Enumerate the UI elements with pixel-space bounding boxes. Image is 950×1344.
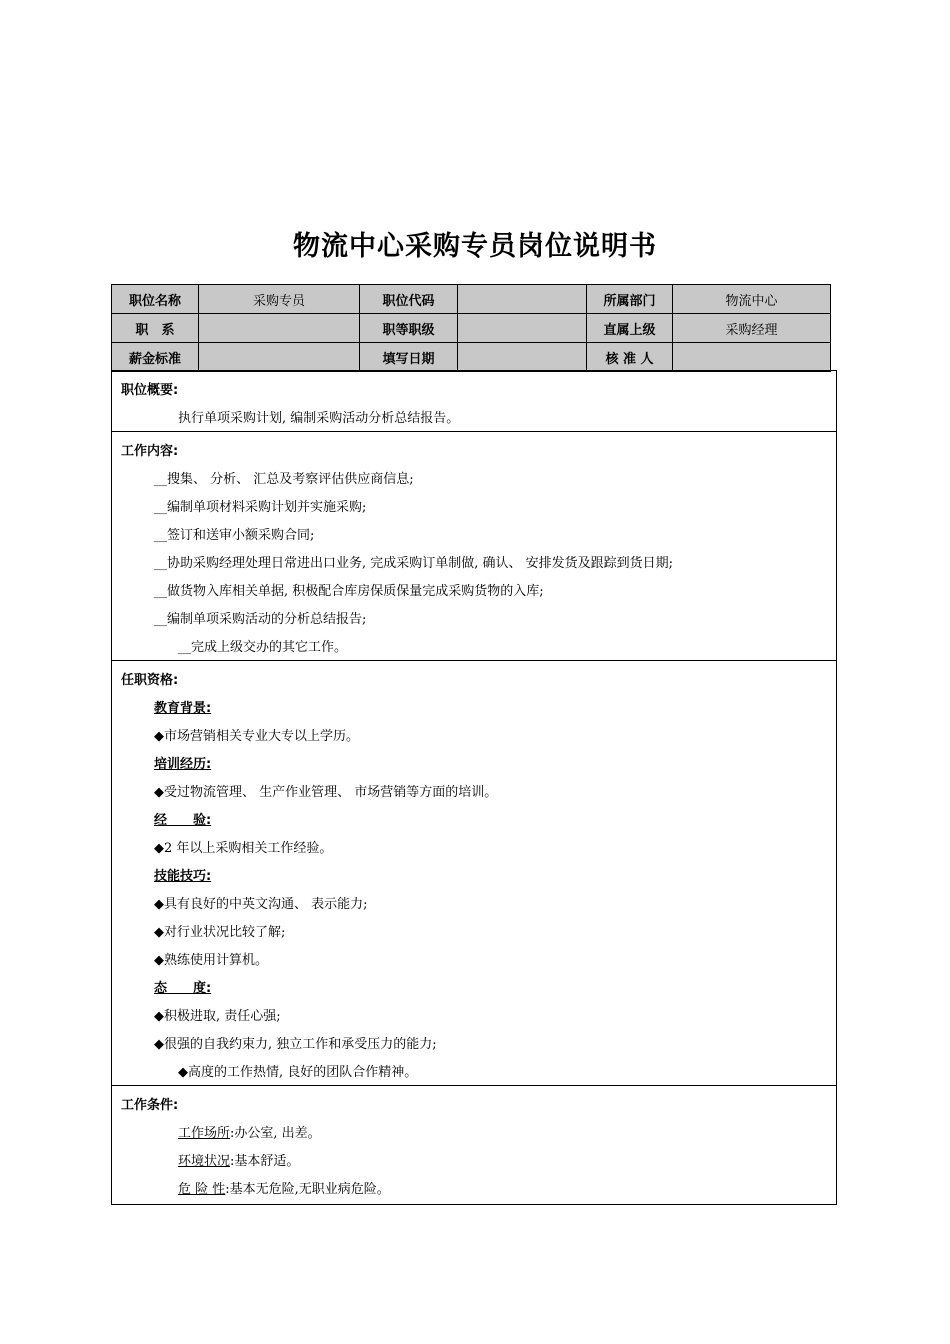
environment-label: 环境状况 [178, 1154, 231, 1169]
salary-value [199, 343, 360, 372]
workplace-line [178, 1122, 321, 1141]
duty-item: __编制单项采购活动的分析总结报告; [154, 612, 367, 627]
risk-line [178, 1178, 390, 1197]
job-grade-label: 职等职级 [360, 314, 458, 343]
workplace-label: 工作场所 [178, 1126, 231, 1141]
table-row [112, 343, 831, 372]
job-grade-value [458, 314, 587, 343]
table-row [112, 285, 831, 314]
approver-value [673, 343, 831, 372]
fill-date-label: 填写日期 [360, 343, 458, 372]
table-row [112, 314, 831, 343]
duty-item: __签订和送审小额采购合同; [154, 528, 315, 543]
experience-text: ◆2 年以上采购相关工作经验。 [154, 841, 333, 856]
education-label: 教育背景: [154, 701, 212, 716]
attitude-item: ◆积极进取, 责任心强; [154, 1009, 281, 1024]
skill-item: ◆具有良好的中英文沟通、 表示能力; [154, 897, 368, 912]
overview-label: 职位概要: [121, 383, 179, 398]
salary-label: 薪金标准 [112, 343, 199, 372]
overview-text: 执行单项采购计划, 编制采购活动分析总结报告。 [178, 411, 460, 426]
fill-date-value [458, 343, 587, 372]
position-name-value: 采购专员 [199, 285, 360, 314]
duties-section [111, 431, 837, 661]
skills-label: 技能技巧: [154, 869, 212, 884]
risk-value: :基本无危险,无职业病危险。 [225, 1182, 390, 1197]
duty-item: __协助采购经理处理日常进出口业务, 完成采购订单制做, 确认、 安排发货及跟踪到货日期; [154, 556, 674, 571]
duty-item: __做货物入库相关单据, 积极配合库房保质保量完成采购货物的入库; [154, 584, 544, 599]
risk-label: 危 险 性 [178, 1182, 226, 1197]
training-text: ◆受过物流管理、 生产作业管理、 市场营销等方面的培训。 [154, 785, 498, 800]
position-code-value [458, 285, 587, 314]
training-label: 培训经历: [154, 757, 212, 772]
qualifications-section [111, 660, 837, 1086]
education-text: ◆市场营销相关专业大专以上学历。 [154, 729, 359, 744]
duty-item: __编制单项材料采购计划并实施采购; [154, 500, 367, 515]
attitude-item: ◆很强的自我约束力, 独立工作和承受压力的能力; [154, 1037, 437, 1052]
environment-value: :基本舒适。 [230, 1154, 300, 1169]
environment-line [178, 1150, 299, 1169]
duty-item: __搜集、 分析、 汇总及考察评估供应商信息; [154, 472, 414, 487]
conditions-section [111, 1085, 837, 1205]
attitude-label: 态 度: [154, 981, 212, 996]
position-name-label: 职位名称 [112, 285, 199, 314]
department-value: 物流中心 [673, 285, 831, 314]
workplace-value: :办公室, 出差。 [230, 1126, 321, 1141]
supervisor-value: 采购经理 [673, 314, 831, 343]
overview-section [111, 370, 837, 432]
conditions-label: 工作条件: [121, 1098, 179, 1113]
qualifications-label: 任职资格: [121, 673, 179, 688]
skill-item: ◆对行业状况比较了解; [154, 925, 286, 940]
job-family-label: 职 系 [112, 314, 199, 343]
page-title: 物流中心采购专员岗位说明书 [293, 231, 657, 262]
skill-item: ◆熟练使用计算机。 [154, 953, 268, 968]
position-code-label: 职位代码 [360, 285, 458, 314]
experience-label: 经 验: [154, 813, 212, 828]
job-info-table [111, 284, 831, 372]
supervisor-label: 直属上级 [587, 314, 673, 343]
job-family-value [199, 314, 360, 343]
department-label: 所属部门 [587, 285, 673, 314]
duty-item: __完成上级交办的其它工作。 [178, 640, 348, 655]
approver-label: 核 准 人 [587, 343, 673, 372]
duties-label: 工作内容: [121, 444, 179, 459]
attitude-item: ◆高度的工作热情, 良好的团队合作精神。 [178, 1065, 418, 1080]
